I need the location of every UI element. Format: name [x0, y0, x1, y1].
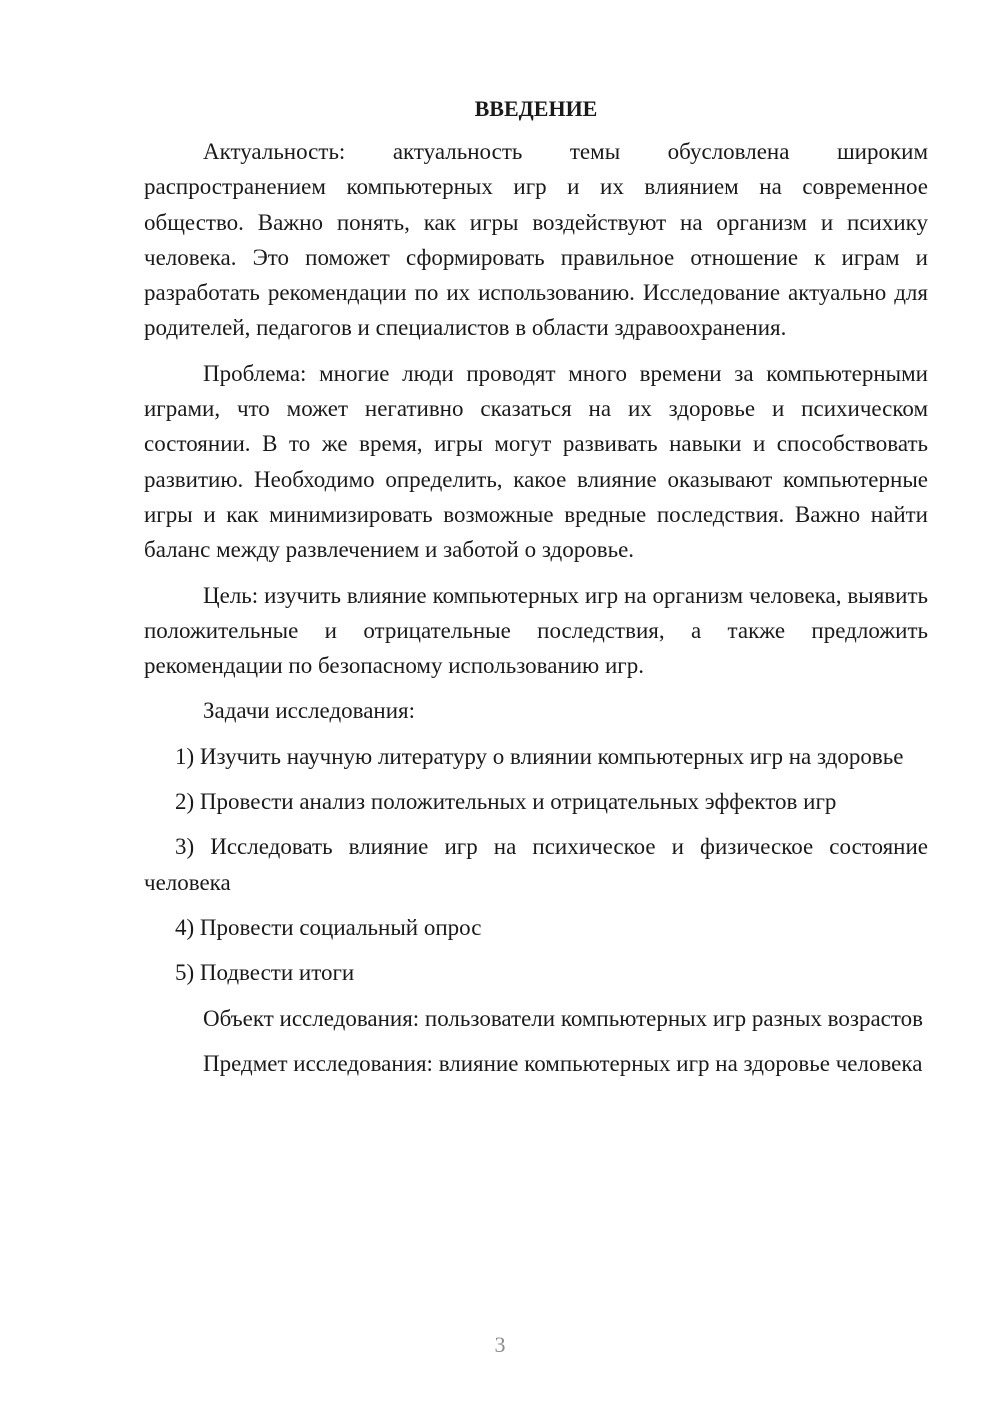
task-item-2: 2) Провести анализ положительных и отрицательных эффектов игр — [175, 789, 837, 815]
problem-paragraph: Проблема: многие люди проводят много времени за компьютерными играми, что может негативно сказаться на их здоровье и психическом состоянии. В то же время, игры могут развивать навыки и способствовать развитию. Необходимо определить, какое влияние оказывают компьютерные игры и как минимизировать возможные вредные последствия. Важно найти баланс между развлечением и заботой о здоровье. — [144, 360, 928, 563]
tasks-heading: Задачи исследования: — [203, 698, 416, 724]
task-item-1: 1) Изучить научную литературу о влиянии компьютерных игр на здоровье — [175, 743, 904, 769]
goal-paragraph: Цель: изучить влияние компьютерных игр на организм человека, выявить положительные и отрицательные последствия, а также предложить рекомендации по безопасному использованию игр. — [144, 582, 928, 679]
page-number: 3 — [494, 1332, 506, 1357]
relevance-paragraph: Актуальность: актуальность темы обусловлена широким распространением компьютерных игр и их влиянием на современное общество. Важно понять, как игры воздействуют на организм и психику человека. Это поможет сформировать правильное отношение к играм и разработать рекомендации по их использованию. Исследование актуально для родителей, педагогов и специалистов в области здравоохранения. — [144, 139, 928, 341]
task-item-5: 5) Подвести итоги — [175, 960, 355, 986]
task-item-3: 3) Исследовать влияние игр на психическое и физическое состояние человека — [144, 834, 928, 895]
object-paragraph: Объект исследования: пользователи компьютерных игр разных возрастов — [203, 1005, 923, 1031]
subject-paragraph: Предмет исследования: влияние компьютерных игр на здоровье человека — [203, 1050, 923, 1076]
page-content — [144, 92, 928, 1091]
task-item-4: 4) Провести социальный опрос — [175, 914, 482, 940]
section-heading: ВВЕДЕНИЕ — [474, 96, 598, 121]
